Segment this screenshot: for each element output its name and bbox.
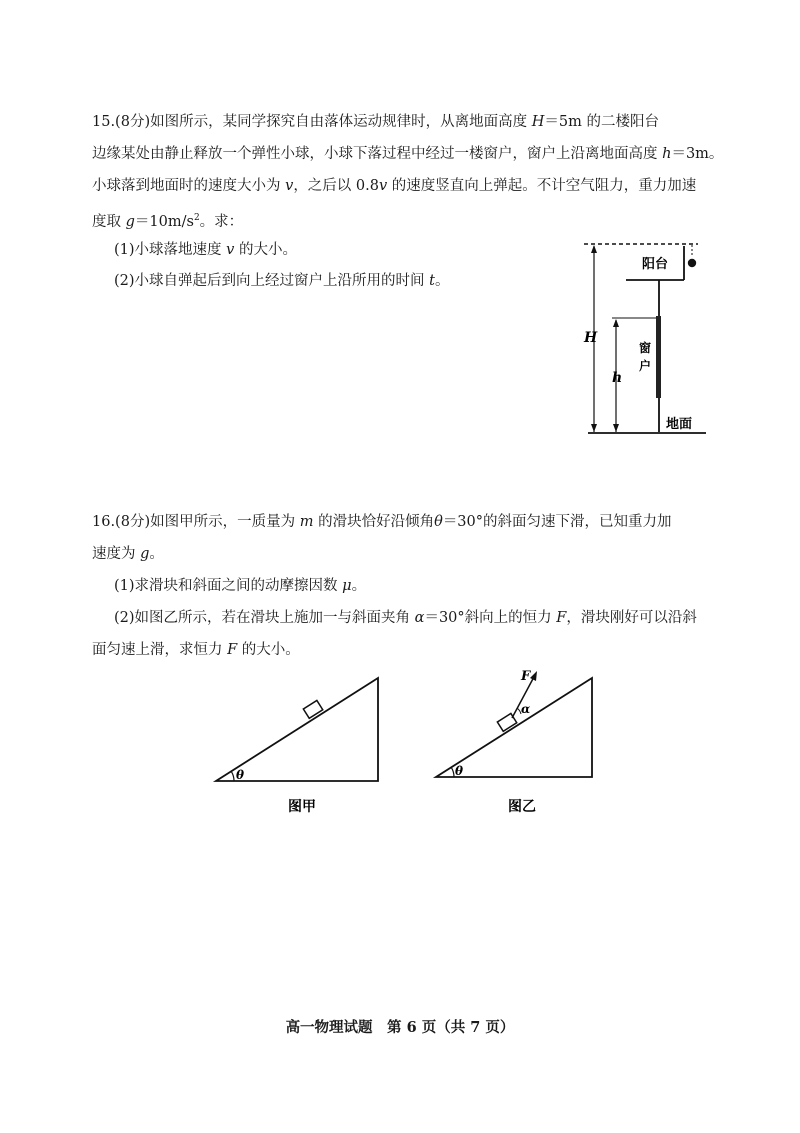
q16-part-2-cont bbox=[92, 641, 300, 659]
q16-line-1 bbox=[92, 513, 672, 531]
q16-text: (2)如图乙所示，若在滑块上施加一与斜面夹角 bbox=[114, 610, 415, 626]
label-H: H bbox=[584, 330, 598, 346]
incline-figure-b bbox=[432, 660, 612, 820]
var-v: v bbox=[285, 178, 294, 194]
incline-triangle bbox=[436, 678, 592, 777]
q15-text: (1)小球落地速度 bbox=[114, 242, 227, 258]
q16-text: 速度为 bbox=[92, 546, 141, 562]
h-arrow-up bbox=[591, 245, 597, 253]
balcony-label: 阳台 bbox=[642, 257, 669, 272]
var-m: m bbox=[299, 514, 314, 530]
q16-text: (1)求滑块和斜面之间的动摩擦因数 bbox=[114, 578, 343, 594]
alpha-label: α bbox=[521, 702, 531, 716]
incline-figure-a bbox=[210, 670, 390, 820]
q16-text: ，滑块刚好可以沿斜 bbox=[566, 610, 697, 626]
q16-part-2 bbox=[114, 609, 697, 627]
q16-line-2 bbox=[92, 545, 164, 563]
q15-text: 的大小。 bbox=[234, 242, 297, 258]
var-v: v bbox=[226, 242, 235, 258]
var-g: g bbox=[125, 213, 135, 230]
q16-text: 。 bbox=[149, 546, 164, 562]
q15-line-2 bbox=[92, 145, 723, 163]
var-t: t bbox=[429, 273, 435, 289]
q15-text: 度取 bbox=[92, 213, 126, 230]
var-H: H bbox=[531, 114, 545, 130]
var-alpha: α bbox=[414, 610, 425, 626]
q16-text: 的滑块恰好沿倾角 bbox=[313, 514, 435, 530]
page-footer: 高一物理试题 第 6 页（共 7 页） bbox=[285, 1019, 515, 1036]
q15-line-1 bbox=[92, 113, 659, 131]
q15-part-2 bbox=[114, 272, 449, 290]
label-h: h bbox=[612, 370, 623, 386]
var-theta: θ bbox=[434, 514, 443, 530]
q15-text: 15.(8分)如图所示，某同学探究自由落体运动规律时，从离地面高度 bbox=[92, 114, 532, 130]
theta-label: θ bbox=[455, 764, 464, 778]
q16-part-1 bbox=[114, 577, 366, 595]
q15-text: ＝5m 的二楼阳台 bbox=[544, 114, 659, 130]
ball-icon bbox=[688, 259, 696, 267]
theta-arc bbox=[451, 767, 454, 777]
caption-b: 图乙 bbox=[508, 799, 536, 815]
q16-text: 16.(8分)如图甲所示，一质量为 bbox=[92, 514, 300, 530]
force-arrow-head bbox=[530, 671, 537, 681]
q15-text: 。求： bbox=[199, 213, 244, 230]
var-h: h bbox=[662, 146, 672, 162]
q16-text: 的大小。 bbox=[237, 642, 300, 658]
q15-text: 的速度竖直向上弹起。不计空气阻力，重力加速 bbox=[387, 178, 697, 194]
q15-text: ，之后以 0.8 bbox=[293, 178, 379, 194]
q15-text: 小球落到地面时的速度大小为 bbox=[92, 178, 286, 194]
caption-a: 图甲 bbox=[288, 799, 316, 815]
q15-part-1 bbox=[114, 241, 297, 259]
q16-text: ＝30°斜向上的恒力 bbox=[424, 610, 557, 626]
window-rect bbox=[656, 316, 661, 398]
window-arrow-up bbox=[613, 319, 619, 327]
q16-text: 。 bbox=[351, 578, 367, 594]
var-mu: μ bbox=[342, 578, 352, 594]
force-label: F bbox=[521, 669, 531, 684]
q15-text: ＝3m。 bbox=[671, 146, 724, 162]
theta-label: θ bbox=[236, 768, 245, 782]
q15-text: ＝10m/s bbox=[134, 213, 194, 230]
q15-text: 。 bbox=[434, 273, 450, 289]
window-label-char-1: 窗 bbox=[639, 341, 652, 355]
window-arrow-down bbox=[613, 424, 619, 432]
var-F: F bbox=[556, 610, 567, 626]
var-F: F bbox=[227, 642, 238, 658]
q16-text: 面匀速上滑，求恒力 bbox=[92, 642, 228, 658]
var-v: v bbox=[378, 178, 388, 194]
balcony-window-figure bbox=[580, 238, 710, 438]
window-label bbox=[639, 340, 655, 373]
incline-triangle bbox=[216, 678, 378, 781]
var-g: g bbox=[140, 546, 150, 562]
q15-line-3 bbox=[92, 177, 696, 195]
window-label-char-2: 户 bbox=[639, 359, 652, 373]
q16-text: ＝30°的斜面匀速下滑，已知重力加 bbox=[442, 514, 672, 530]
h-arrow-down bbox=[591, 424, 597, 432]
ground-label: 地面 bbox=[666, 417, 693, 432]
superscript: 2 bbox=[193, 213, 200, 223]
q15-text: (2)小球自弹起后到向上经过窗户上沿所用的时间 bbox=[114, 273, 430, 289]
theta-arc bbox=[231, 771, 234, 781]
q15-text: 边缘某处由静止释放一个弹性小球，小球下落过程中经过一楼窗户，窗户上沿离地面高度 bbox=[92, 146, 663, 162]
q15-line-4 bbox=[92, 209, 243, 231]
